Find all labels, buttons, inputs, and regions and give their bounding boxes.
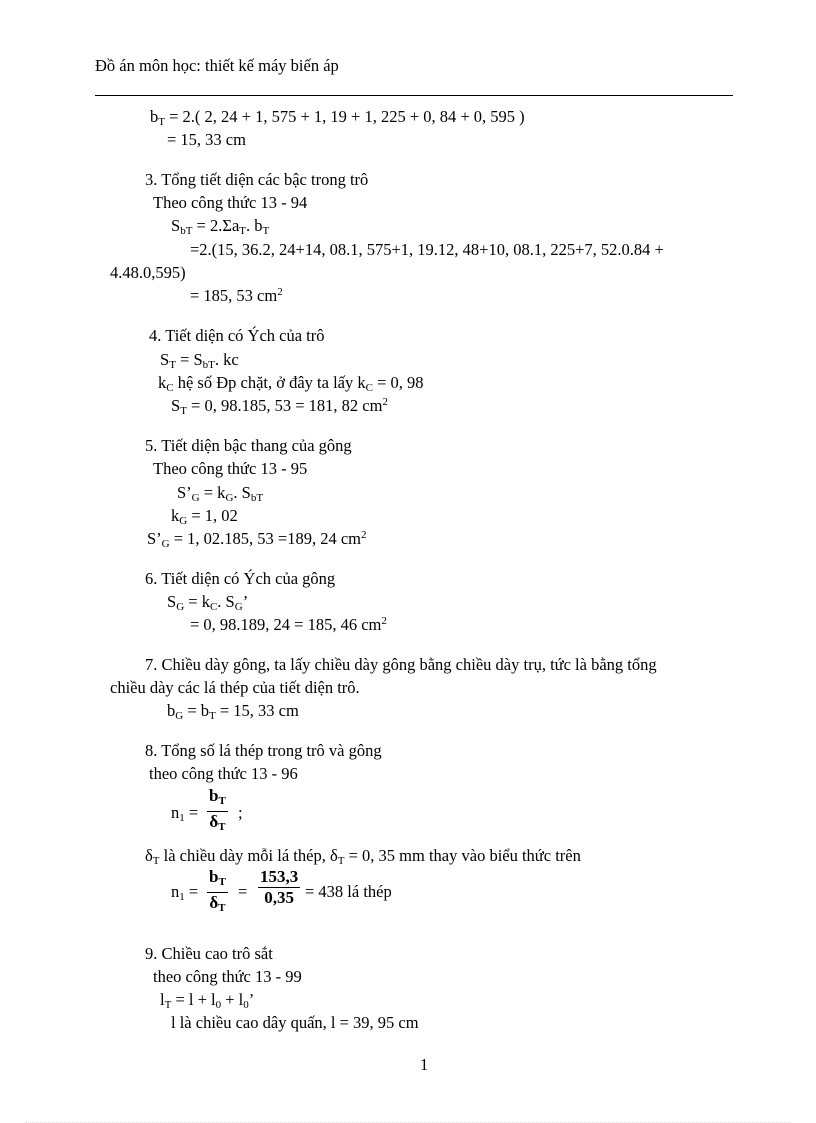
bT-equation: $b_T = 2$.( 2, 24 + 1, 575 + 1, 19 + 1, 225 + 0, 84 + 0, 595 )	[150, 107, 525, 128]
section-8-semicolon: ;	[238, 803, 243, 822]
section-8-result: = 438 lá thép	[305, 882, 392, 901]
section-9-equation: $l_T = l + l_0 + l_0$’	[160, 990, 255, 1011]
section-3-formula-ref: Theo công thức 13 - 94	[153, 193, 308, 212]
fraction-numerator: bT	[209, 786, 226, 807]
section-9-formula-ref: theo công thức 13 - 99	[153, 967, 302, 986]
section-4-note: $k_C$ hệ số Ðp chặt, ở đây ta lấy $k_C = 0$, 98	[158, 373, 424, 394]
section-6-result: = 0, 98.189, 24 = 185, 46 $cm^2$	[190, 615, 387, 634]
section-8-delta-definition: $\delta_T$ là chiều dày mỗi lá thép, $\delta_T = 0$, 35 mm thay vào biểu thức trên	[145, 846, 581, 867]
section-5-calculation: $S’_G = 1$, 02.185, 53 =189, 24 $cm^2$	[147, 529, 367, 550]
section-3-expansion-line-2: 4.48.0,595)	[110, 263, 186, 282]
section-5-formula-ref: Theo công thức 13 - 95	[153, 459, 308, 478]
section-8-n1-lhs-2: $n_1$ =	[171, 882, 199, 903]
page-number: 1	[420, 1055, 429, 1074]
section-3-result: = 185, 53 $cm^2$	[190, 286, 283, 305]
section-4-calculation: $S_T = 0$, 98.185, 53 = 181, 82 $cm^2$	[171, 396, 388, 417]
section-3-expansion-line-1: =2.(15, 36.2, 24+14, 08.1, 575+1, 19.12, 48+10, 08.1, 225+7, 52.0.84 +	[190, 240, 664, 259]
fraction-denominator: δT	[209, 812, 226, 833]
section-9-note: l là chiều cao dây quấn, l = 39, 95 cm	[171, 1013, 419, 1032]
fraction-numerator: bT	[209, 867, 226, 888]
section-7-paragraph-line-2: chiều dày các lá thép của tiết diện trô.	[110, 678, 360, 697]
section-8-fraction-numeric	[258, 867, 300, 908]
section-3-heading: 3. Tổng tiết diện các bậc trong trô	[145, 170, 369, 189]
section-3-equation: $S_{bT} = 2.\Sigma a_T$. $b_T$	[171, 216, 270, 237]
section-4-heading: 4. Tiết diện có Ých của trô	[149, 326, 325, 345]
fraction-denominator: δT	[209, 893, 226, 914]
section-7-equation: $b_G = b_T = 15$, 33 cm	[167, 701, 299, 722]
section-8-equals-sign: =	[238, 882, 248, 901]
section-8-formula-ref: theo công thức 13 - 96	[149, 764, 298, 783]
section-8-fraction	[207, 786, 228, 837]
bT-result: = 15, 33 cm	[167, 130, 246, 149]
fraction-numerator: 153,3	[260, 867, 299, 886]
section-5-heading: 5. Tiết diện bậc thang của gông	[145, 436, 352, 455]
section-6-heading: 6. Tiết diện có Ých của gông	[145, 569, 336, 588]
header-divider	[95, 95, 733, 96]
section-8-n1-lhs: $n_1$ =	[171, 803, 199, 824]
section-4-equation: $S_T = S_{bT}$. kc	[160, 350, 239, 371]
section-5-kg-value: $k_G = 1$, 02	[171, 506, 238, 527]
section-9-heading: 9. Chiều cao trô sắt	[145, 944, 273, 963]
section-6-equation: $S_G = k_C$. $S_G$’	[167, 592, 249, 613]
section-8-fraction-symbolic	[207, 867, 228, 918]
page-header-title: Đồ án môn học: thiết kế máy biến áp	[95, 56, 339, 75]
section-5-equation: $S’_G = k_G$. $S_{bT}$	[177, 483, 264, 504]
section-7-paragraph-line-1: 7. Chiều dày gông, ta lấy chiều dày gông bằng chiều dày trụ, tức là bằng tổng	[145, 655, 657, 674]
fraction-denominator: 0,35	[264, 888, 294, 907]
section-8-heading: 8. Tổng số lá thép trong trô và gông	[145, 741, 382, 760]
